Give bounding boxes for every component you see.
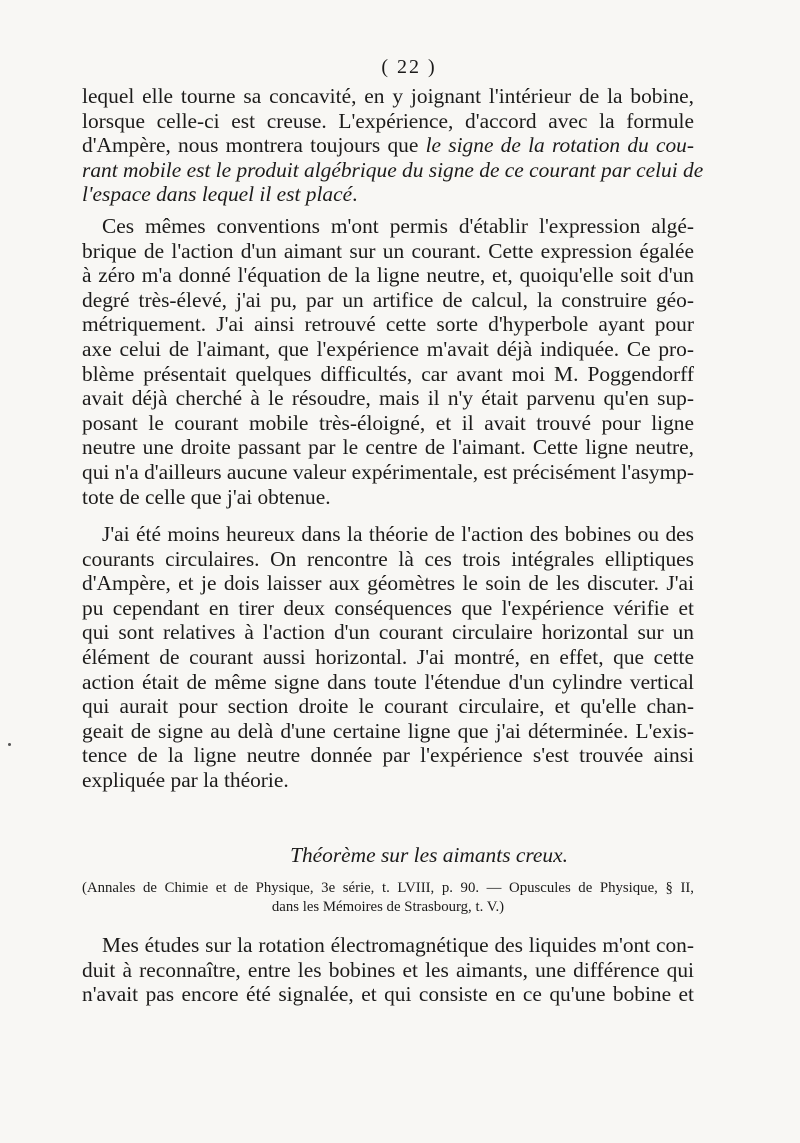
text-line: tence de la ligne neutre donnée par l'expérience s'est trouvée ainsi — [82, 743, 694, 768]
text-line: qui aurait pour section droite le courant circulaire, et qu'elle chan- — [82, 694, 694, 719]
page-number: ( 22 ) — [381, 56, 437, 78]
paragraph-3 — [82, 522, 694, 793]
text-line: qui n'a d'ailleurs aucune valeur expérimentale, est précisément l'asymp- — [82, 459, 695, 484]
text-line: blème présentait quelques difficultés, car avant moi M. Poggendorff — [82, 361, 694, 386]
text-line: degré très-élevé, j'ai pu, par un artifice de calcul, la construire géo- — [82, 287, 694, 312]
text-line: duit à reconnaître, entre les bobines et les aimants, une différence qui — [82, 957, 694, 982]
citation-line: (Annales de Chimie et de Physique, 3e série, t. LVIII, p. 90. — Opuscules de Physique, § II, — [82, 880, 694, 896]
text-line: posant le courant mobile très-éloigné, et il avait trouvé pour ligne — [82, 410, 694, 435]
margin-mark — [8, 743, 11, 746]
text-run: . — [352, 182, 358, 207]
text-line: pu cependant en tirer deux conséquences que l'expérience vérifie et — [82, 595, 694, 620]
text-line: lorsque celle-ci est creuse. L'expérience, d'accord avec la formule — [82, 108, 694, 133]
paragraph-2 — [82, 214, 694, 509]
text-line: avait déjà cherché à le résoudre, mais il n'y était parvenu qu'en sup- — [82, 386, 694, 411]
text-run: d'Ampère, nous montrera toujours que — [82, 133, 426, 158]
text-line: Mes études sur la rotation électromagnétique des liquides m'ont con- — [102, 933, 694, 957]
citation-line: dans les Mémoires de Strasbourg, t. V.) — [271, 899, 505, 915]
section-title: Théorème sur les aimants creux. — [290, 843, 568, 867]
text-line: qui sont relatives à l'action d'un courant circulaire horizontal sur un — [82, 620, 694, 645]
text-line — [82, 182, 694, 207]
text-line: métriquement. J'ai ainsi retrouvé cette sorte d'hyperbole ayant pour — [82, 312, 694, 337]
text-line: courants circulaires. On rencontre là ces trois intégrales elliptiques — [82, 546, 694, 571]
text-line: lequel elle tourne sa concavité, en y joignant l'intérieur de la bobine, — [82, 84, 694, 108]
text-line: élément de courant aussi horizontal. J'ai montré, en effet, que cette — [82, 644, 694, 669]
text-line: à zéro m'a donné l'équation de la ligne neutre, et, quoiqu'elle soit d'un — [82, 263, 694, 288]
text-line: action était de même signe dans toute l'étendue d'un cylindre vertical — [82, 669, 694, 694]
text-line: Ces mêmes conventions m'ont permis d'établir l'expression algé- — [102, 214, 694, 238]
text-line: axe celui de l'aimant, que l'expérience m'avait déjà indiquée. Ce pro- — [82, 336, 694, 361]
text-line: neutre une droite passant par le centre de l'aimant. Cette ligne neutre, — [82, 435, 694, 460]
text-line: brique de l'action d'un aimant sur un courant. Cette expression égalée — [82, 238, 694, 263]
text-line: n'avait pas encore été signalée, et qui consiste en ce qu'une bobine et — [82, 982, 694, 1007]
citation — [82, 879, 694, 917]
paragraph-1 — [82, 84, 704, 207]
text-line: J'ai été moins heureux dans la théorie de l'action des bobines ou des — [102, 522, 694, 546]
text-line: expliquée par la théorie. — [82, 767, 289, 792]
italic-run: rant mobile est le produit algébrique du signe de ce courant par celui de — [82, 157, 704, 182]
text-line — [82, 133, 694, 158]
text-line: d'Ampère, et je dois laisser aux géomètres le soin de les discuter. J'ai — [82, 571, 694, 596]
text-line — [82, 157, 704, 183]
paragraph-4 — [82, 933, 694, 1007]
italic-run: l'espace dans lequel il est placé — [82, 182, 353, 207]
text-line: tote de celle que j'ai obtenue. — [82, 484, 331, 509]
italic-run: le signe de la rotation du cou- — [425, 133, 694, 158]
text-line: geait de signe au delà d'une certaine ligne que j'ai déterminée. L'exis- — [82, 718, 694, 743]
